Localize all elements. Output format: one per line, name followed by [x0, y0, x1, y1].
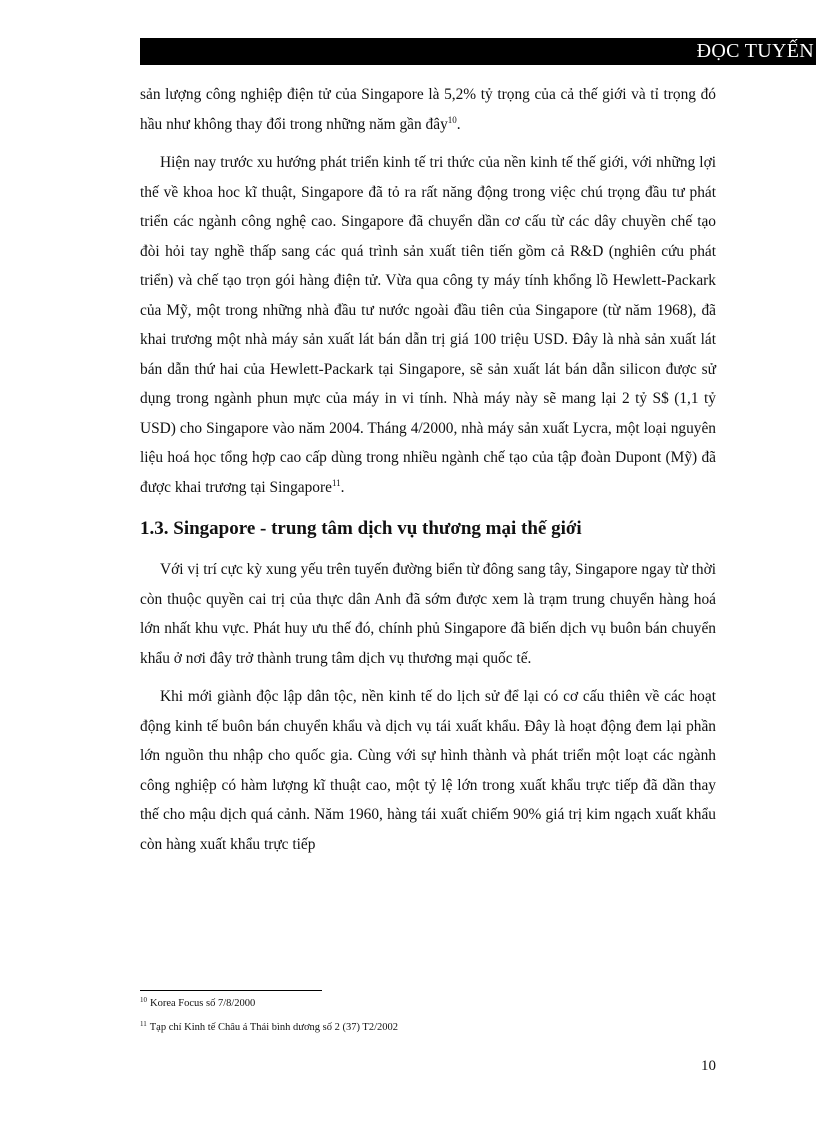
paragraph-end: .: [456, 115, 461, 133]
footnote-text: Tạp chí Kinh tế Châu á Thái bình dương số 2 (37) T2/2002: [149, 1022, 398, 1033]
footnote: [140, 997, 716, 1011]
paragraph-end: .: [340, 478, 345, 496]
page-body: [140, 80, 716, 859]
footnote-number: 10: [140, 996, 147, 1004]
footnote: [140, 1021, 716, 1035]
paragraph-text: Hiện nay trước xu hướng phát triển kinh tế tri thức của nền kinh tế thế giới, với những lợi thế về khoa hoc kĩ thuật, Singapore đã tỏ ra rất năng động trong việc chú trọng đầu tư phát triển các ngành công nghệ cao. Singapore đã chuyển dần cơ cấu từ các dây chuyền chế tạo đòi hỏi tay nghề thấp sang các quá trình sản xuất tiên tiến gồm cả R&D (nghiên cứu phát triển) và chế tạo trọn gói hàng điện tử. Vừa qua công ty máy tính khổng lồ Hewlett-Packark của Mỹ, một trong những nhà đầu tư nước ngoài đầu tiên của Singapore (từ năm 1968), đã khai trương một nhà máy sản xuất lát bán dẫn trị giá 100 triệu USD. Đây là nhà sản xuất lát bán dẫn thứ hai của Hewlett-Packark tại Singapore, sẽ sản xuất lát bán dẫn silicon được sử dụng trong ngành phun mực của máy in vi tính. Nhà máy này sẽ mang lại 2 tỷ S$ (1,1 tỷ USD) cho Singapore vào năm 2004. Tháng 4/2000, nhà máy sản xuất Lycra, một loại nguyên liệu hoá học tổng hợp cao cấp dùng trong nhiều ngành chế tạo của tập đoàn Dupont (Mỹ) đã được khai trương tại Singapore: [140, 154, 716, 496]
footnote-number: 11: [140, 1020, 147, 1028]
footnote-ref: 10: [447, 114, 457, 125]
footnotes: [140, 997, 716, 1035]
footnote-text: Korea Focus số 7/8/2000: [150, 998, 256, 1009]
paragraph: [140, 80, 716, 139]
paragraph-text: sản lượng công nghiệp điện tử của Singapore là 5,2% tỷ trọng của cả thế giới và tỉ trọng đó hầu như không thay đổi trong những năm gần đây: [140, 86, 716, 133]
footnote-ref: 11: [331, 477, 341, 488]
paragraph: Với vị trí cực kỳ xung yếu trên tuyến đường biển từ đông sang tây, Singapore ngay từ thời còn thuộc quyền cai trị của thực dân Anh đã sớm được xem là trạm trung chuyển hàng hoá lớn nhất khu vực. Phát huy ưu thế đó, chính phủ Singapore đã biến dịch vụ buôn bán chuyển khẩu ở nơi đây trở thành trung tâm dịch vụ thương mại quốc tế.: [140, 561, 716, 667]
paragraph: [140, 148, 716, 502]
header-text: ĐỌC TUYẾN: [696, 40, 814, 62]
paragraph: Khi mới giành độc lập dân tộc, nền kinh tế do lịch sử để lại có cơ cấu thiên về các hoạt động kinh tế buôn bán chuyển khẩu và dịch vụ tái xuất khẩu. Đây là hoạt động đem lại phần lớn nguồn thu nhập cho quốc gia. Cùng với sự hình thành và phát triển một loạt các ngành công nghiệp có hàm lượng kĩ thuật cao, một tỷ lệ lớn trong xuất khẩu trực tiếp đã dần thay thế cho mậu dịch quá cảnh. Năm 1960, hàng tái xuất chiếm 90% giá trị kim ngạch xuất khẩu còn hàng xuất khẩu trực tiếp: [140, 688, 716, 853]
header-bar: [140, 38, 816, 65]
section-heading: 1.3. Singapore - trung tâm dịch vụ thương mại thế giới: [140, 518, 582, 539]
page-number: 10: [701, 1058, 716, 1074]
footnote-divider: [140, 990, 322, 991]
